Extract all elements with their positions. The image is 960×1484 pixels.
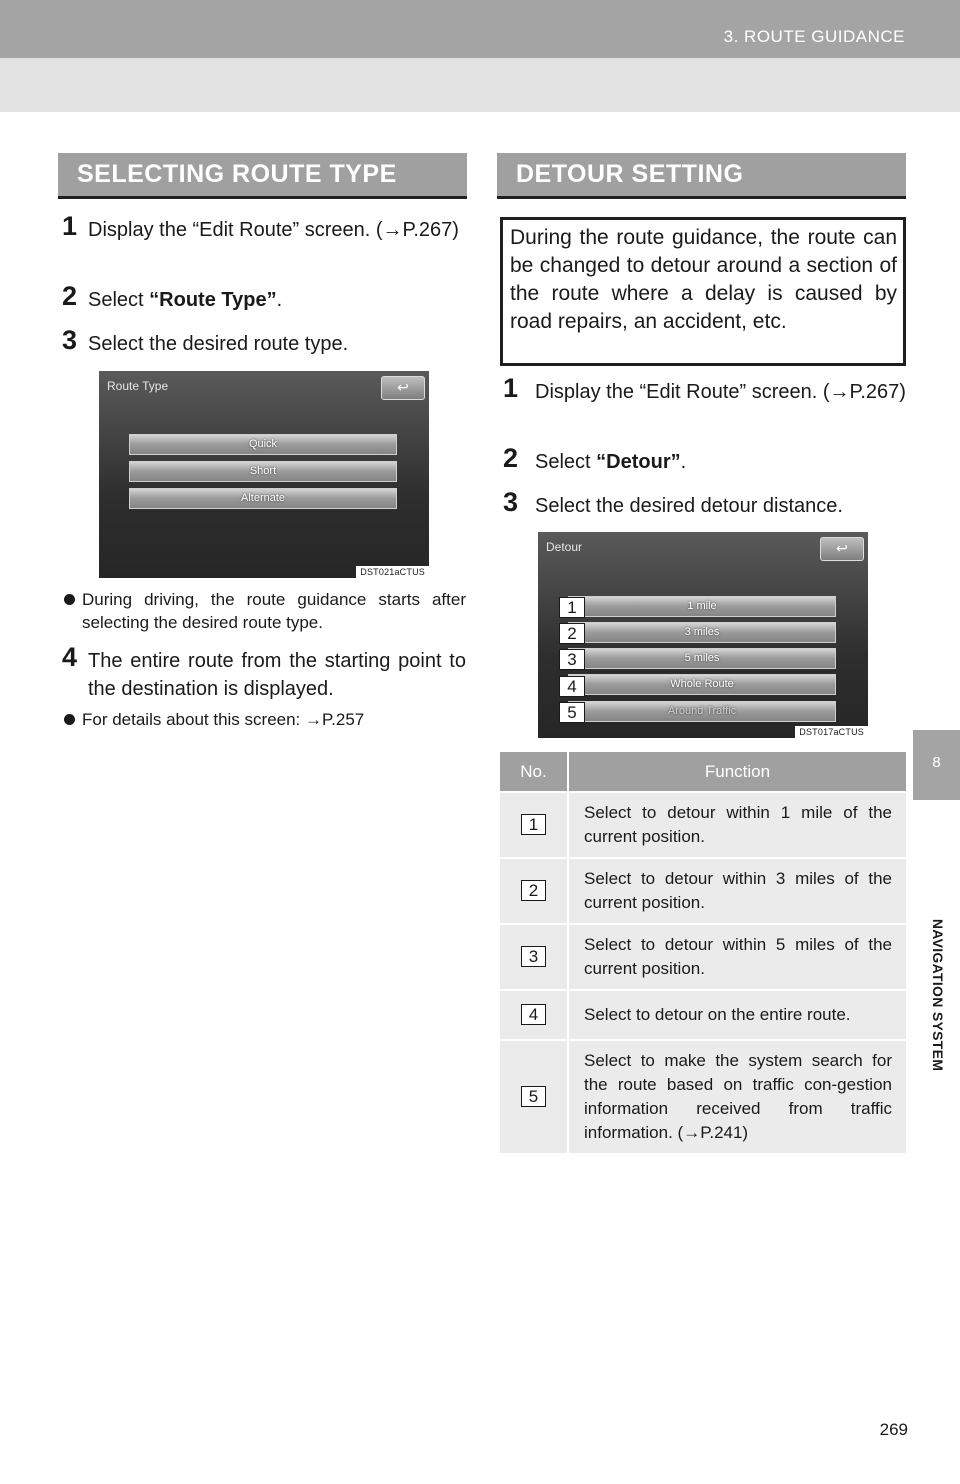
- screen-title: Route Type: [107, 379, 169, 393]
- step-text: Select: [535, 451, 597, 473]
- step-text-suffix: .: [680, 451, 687, 473]
- right-step-1: [503, 373, 906, 406]
- selecting-route-type-heading: SELECTING ROUTE TYPE: [58, 153, 467, 199]
- left-bullet-1: [64, 588, 466, 634]
- bullet-icon: [64, 594, 75, 605]
- step-number: 3: [503, 487, 519, 517]
- page-number: 269: [879, 1420, 908, 1439]
- step-number: 1: [503, 373, 519, 403]
- table-row: [500, 858, 906, 924]
- row-function: Select to detour within 5 miles of the current position.: [568, 924, 906, 990]
- row-number: 5: [521, 1086, 546, 1107]
- step-text: Display the “Edit Route” screen. (→P.267): [535, 381, 906, 403]
- route-type-label: “Route Type”: [149, 289, 277, 311]
- around-traffic-option-button[interactable]: Around Traffic: [568, 701, 836, 722]
- detour-function-table: [500, 752, 906, 1153]
- chapter-tab-label: NAVIGATION SYSTEM: [930, 918, 946, 1072]
- table-header-row: [500, 752, 906, 792]
- image-code: DST021aCTUS: [356, 566, 429, 578]
- function-column-header: Function: [568, 752, 906, 792]
- back-button[interactable]: [820, 537, 864, 561]
- step-text-suffix: .: [276, 289, 283, 311]
- right-step-3: [503, 487, 906, 520]
- step-text: Select the desired route type.: [88, 333, 349, 355]
- chapter-title: 3. ROUTE GUIDANCE: [723, 27, 905, 46]
- right-step-2: [503, 443, 906, 476]
- left-step-4: [62, 642, 466, 703]
- back-arrow-icon: ↩: [836, 540, 848, 556]
- detour-setting-heading: DETOUR SETTING: [497, 153, 906, 199]
- step-text: Display the “Edit Route” screen. (→P.267): [88, 219, 459, 241]
- table-row: [500, 792, 906, 858]
- detour-intro-box: During the route guidance, the route can be changed to detour around a section of the route where a delay is caused by road repairs, an accident, etc.: [500, 217, 906, 366]
- step-number: 4: [62, 642, 78, 672]
- row-function: Select to make the system search for the route based on traffic con-gestion information received from traffic information. (→P.241): [568, 1040, 906, 1153]
- callout-1: 1: [559, 597, 585, 618]
- whole-route-option-button[interactable]: Whole Route: [568, 674, 836, 695]
- bullet-icon: [64, 714, 75, 725]
- callout-2: 2: [559, 623, 585, 644]
- no-column-header: No.: [500, 752, 568, 792]
- back-button[interactable]: [381, 376, 425, 400]
- step-number: 2: [503, 443, 519, 473]
- row-number: 2: [521, 880, 546, 901]
- left-step-1: [62, 211, 466, 244]
- row-number: 3: [521, 946, 546, 967]
- callout-3: 3: [559, 649, 585, 670]
- screen-title: Detour: [546, 540, 583, 554]
- detour-screenshot: [538, 532, 868, 738]
- row-number: 1: [521, 814, 546, 835]
- 1-mile-option-button[interactable]: 1 mile: [568, 596, 836, 617]
- callout-5: 5: [559, 702, 585, 723]
- left-step-3: [62, 325, 466, 358]
- table-row: [500, 924, 906, 990]
- bullet-text: During driving, the route guidance starts after selecting the desired route type.: [82, 590, 466, 632]
- 5-miles-option-button[interactable]: 5 miles: [568, 648, 836, 669]
- quick-option-button[interactable]: Quick: [129, 434, 397, 455]
- row-function: Select to detour within 1 mile of the current position.: [568, 792, 906, 858]
- route-type-screenshot: [99, 371, 429, 578]
- step-number: 2: [62, 281, 78, 311]
- step-number: 1: [62, 211, 78, 241]
- step-text: Select the desired detour distance.: [535, 495, 843, 517]
- 3-miles-option-button[interactable]: 3 miles: [568, 622, 836, 643]
- detour-label: “Detour”: [596, 451, 681, 473]
- table-row: [500, 990, 906, 1040]
- left-bullet-2: [64, 708, 466, 731]
- row-function: Select to detour on the entire route.: [568, 990, 906, 1040]
- row-number: 4: [521, 1004, 546, 1025]
- step-number: 3: [62, 325, 78, 355]
- left-step-2: [62, 281, 466, 314]
- short-option-button[interactable]: Short: [129, 461, 397, 482]
- callout-4: 4: [559, 676, 585, 697]
- back-arrow-icon: ↩: [397, 379, 409, 395]
- step-text: Select: [88, 289, 150, 311]
- row-function: Select to detour within 3 miles of the current position.: [568, 858, 906, 924]
- image-code: DST017aCTUS: [795, 726, 868, 738]
- chapter-tab-number: 8: [913, 730, 960, 800]
- table-row: [500, 1040, 906, 1153]
- alternate-option-button[interactable]: Alternate: [129, 488, 397, 509]
- step-text: The entire route from the starting point to the destination is displayed.: [88, 650, 466, 700]
- bullet-text: For details about this screen: →P.257: [82, 710, 365, 729]
